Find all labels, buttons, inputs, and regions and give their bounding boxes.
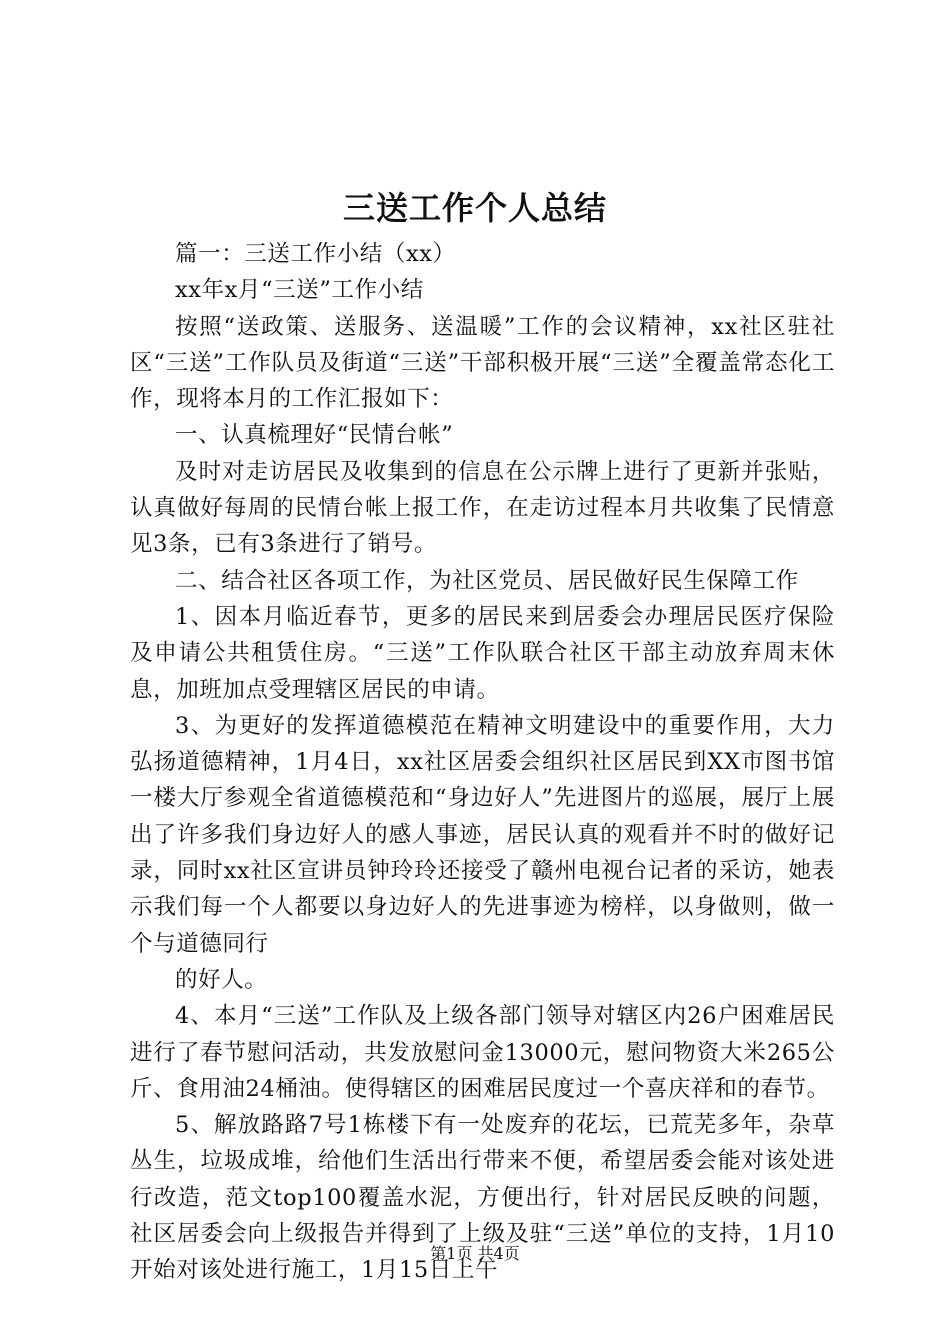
paragraph-intro: 按照“送政策、送服务、送温暖”工作的会议精神，xx社区驻社区“三送”工作队员及街道“三送”干部积极开展“三送”全覆盖常态化工作，现将本月的工作汇报如下： <box>130 313 835 413</box>
document-title: 三送工作个人总结 <box>342 189 607 227</box>
page-number-footer: 第1页 共4页 <box>430 1244 520 1263</box>
paragraph-heading-one: 一、认真梳理好“民情台帐” <box>175 422 454 449</box>
paragraph-item-5: 5、解放路路7号1栋楼下有一处废弃的花坛，已荒芜多年，杂草丛生，垃圾成堆，给他们生活出行带来不便，希望居委会能对该处进行改造，范文top100覆盖水泥，方便出行，针对居民反映的问题，社区居委会向上级报告并得到了上级及驻“三送”单位的支持，1月10开始对该处进行施工，1月15日上午 <box>130 1112 835 1284</box>
paragraph-item-3: 3、为更好的发挥道德模范在精神文明建设中的重要作用，大力弘扬道德精神，1月4日，xx社区居委会组织社区居民到XX市图书馆一楼大厅参观全省道德模范和“身边好人”先进图片的巡展，展厅上展出了许多我们身边好人的感人事迹，居民认真的观看并不时的做好记录，同时xx社区宣讲员钟玲玲还接受了赣州电视台记者的采访，她表示我们每一个人都要以身边好人的先进事迹为榜样，以身做则，做一个与道德同行 <box>130 712 835 957</box>
paragraph-section-heading: 篇一：三送工作小结（xx） <box>175 241 456 267</box>
paragraph-item-1: 1、因本月临近春节，更多的居民来到居委会办理居民医疗保险及申请公共租赁住房。“三送”工作队联合社区干部主动放弃周末休息，加班加点受理辖区居民的申请。 <box>130 603 835 703</box>
paragraph-ledger: 及时对走访居民及收集到的信息在公示牌上进行了更新并张贴，认真做好每周的民情台帐上报工作，在走访过程本月共收集了民情意见3条，已有3条进行了销号。 <box>130 458 835 558</box>
paragraph-item-3-continued: 的好人。 <box>175 966 268 993</box>
paragraph-heading-two: 二、结合社区各项工作，为社区党员、居民做好民生保障工作 <box>175 567 799 594</box>
paragraph-subtitle: xx年x月“三送”工作小结 <box>175 277 424 304</box>
document-body <box>130 236 835 1289</box>
paragraph-item-4: 4、本月“三送”工作队及上级各部门领导对辖区内26户困难居民进行了春节慰问活动，共发放慰问金13000元，慰问物资大米265公斤、食用油24桶油。使得辖区的困难居民度过一个喜庆祥和的春节。 <box>130 1003 835 1102</box>
